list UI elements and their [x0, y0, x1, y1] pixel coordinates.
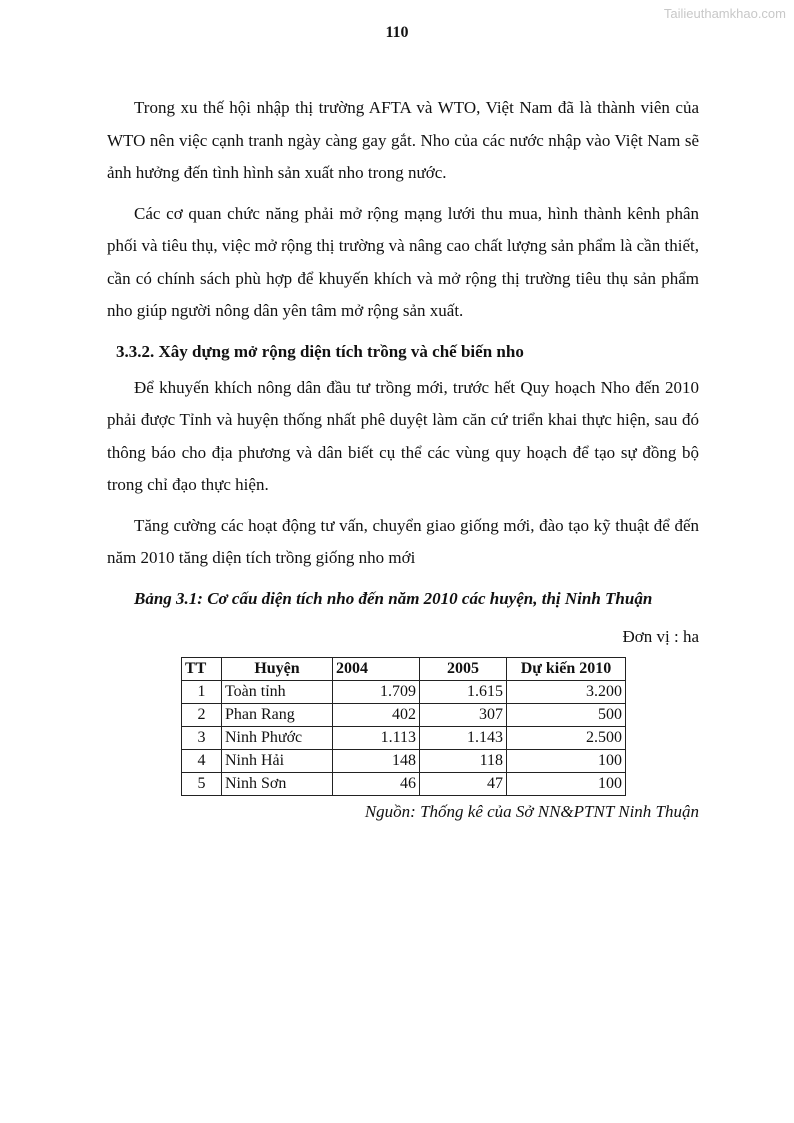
document-body: [107, 92, 699, 824]
paragraph-1: Trong xu thế hội nhập thị trường AFTA và WTO, Việt Nam đã là thành viên của WTO nên việc cạnh tranh ngày càng gay gắt. Nho của các nước nhập vào Việt Nam sẽ ảnh hưởng đến tình hình sản xuất nho trong nước.: [107, 98, 699, 182]
cell-tt: 2: [182, 703, 222, 726]
cell-2004: 1.113: [333, 726, 420, 749]
header-2004: 2004: [333, 657, 420, 680]
cell-2004: 148: [333, 749, 420, 772]
table-row: [182, 749, 626, 772]
cell-2005: 307: [420, 703, 507, 726]
section-paragraph-2: Tăng cường các hoạt động tư vấn, chuyển giao giống mới, đào tạo kỹ thuật để đến năm 2010 tăng diện tích trồng giống nho mới: [107, 515, 699, 567]
cell-tt: 3: [182, 726, 222, 749]
data-table: [181, 657, 626, 796]
table-caption: Bảng 3.1: Cơ cấu diện tích nho đến năm 2010 các huyện, thị Ninh Thuận: [134, 588, 653, 608]
cell-2004: 402: [333, 703, 420, 726]
cell-district: Phan Rang: [222, 703, 333, 726]
cell-district: Ninh Sơn: [222, 772, 333, 795]
header-district: Huyện: [222, 657, 333, 680]
cell-2004: 1.709: [333, 680, 420, 703]
source-note: Nguồn: Thống kê của Sở NN&PTNT Ninh Thuận: [364, 801, 699, 821]
cell-district: Ninh Hải: [222, 749, 333, 772]
header-2010: Dự kiến 2010: [507, 657, 626, 680]
cell-tt: 5: [182, 772, 222, 795]
cell-district: Toàn tỉnh: [222, 680, 333, 703]
cell-2005: 118: [420, 749, 507, 772]
watermark: Tailieuthamkhao.com: [663, 6, 786, 21]
page-number: 110: [385, 24, 409, 41]
cell-district: Ninh Phước: [222, 726, 333, 749]
cell-2010: 100: [507, 749, 626, 772]
cell-2010: 3.200: [507, 680, 626, 703]
cell-tt: 4: [182, 749, 222, 772]
table-row: [182, 703, 626, 726]
unit-label: Đơn vị : ha: [622, 626, 699, 646]
cell-2010: 100: [507, 772, 626, 795]
cell-2005: 1.143: [420, 726, 507, 749]
header-tt: TT: [182, 657, 222, 680]
cell-tt: 1: [182, 680, 222, 703]
paragraph-2: Các cơ quan chức năng phải mở rộng mạng lưới thu mua, hình thành kênh phân phối và tiêu thụ, việc mở rộng thị trường và nâng cao chất lượng sản phẩm là cần thiết, cần có chính sách phù hợp để khuyến khích và mở rộng thị trường tiêu thụ sản phẩm nho giúp người nông dân yên tâm mở rộng sản xuất.: [107, 203, 699, 320]
cell-2005: 1.615: [420, 680, 507, 703]
cell-2010: 2.500: [507, 726, 626, 749]
cell-2005: 47: [420, 772, 507, 795]
cell-2004: 46: [333, 772, 420, 795]
table-header-row: [182, 657, 626, 680]
cell-2010: 500: [507, 703, 626, 726]
table-row: [182, 772, 626, 795]
section-paragraph-1: Để khuyến khích nông dân đầu tư trồng mới, trước hết Quy hoạch Nho đến 2010 phải được Tỉnh và huyện thống nhất phê duyệt làm căn cứ triển khai thực hiện, sau đó thông báo cho địa phương và dân biết cụ thể các vùng quy hoạch để tạo sự đồng bộ trong chỉ đạo thực hiện.: [107, 377, 699, 494]
table-row: [182, 726, 626, 749]
section-heading: 3.3.2. Xây dựng mở rộng diện tích trồng và chế biến nho: [116, 341, 524, 361]
table-row: [182, 680, 626, 703]
header-2005: 2005: [420, 657, 507, 680]
